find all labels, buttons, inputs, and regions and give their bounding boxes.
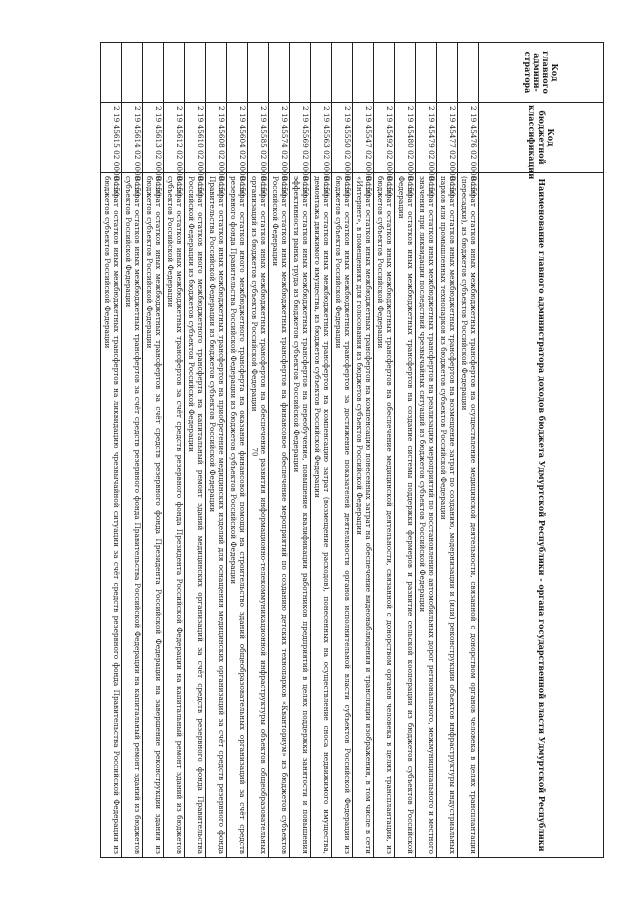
table-row bbox=[143, 43, 164, 858]
header-admin-code: Код главного админи-стратора bbox=[479, 43, 604, 103]
header-budget-code: Код бюджетной классификации bbox=[479, 103, 604, 173]
table-row bbox=[206, 43, 227, 858]
header-administrator-name: Наименование главного администратора доходов бюджета Удмуртской Республики - органа государственной власти Удмуртской Республики bbox=[479, 173, 604, 858]
table-row bbox=[290, 43, 311, 858]
admin-code-cell bbox=[269, 43, 290, 103]
admin-code-cell bbox=[122, 43, 143, 103]
revenue-description-cell: Возврат остатков иных межбюджетных трансфертов за счёт средств резервного фонда Правительства Российской Федерации на капитальный ремонт зданий из бюджетов субъектов Российской Федерации bbox=[122, 173, 143, 858]
budget-code-cell: 2 19 45569 02 0000 150 bbox=[290, 103, 311, 173]
table-row bbox=[227, 43, 248, 858]
revenue-description-cell: Возврат остатков иных межбюджетных трансфертов за счёт средств резервного фонда Президента Российской Федерации на завершение реконструкции здания из бюджетов субъектов Российской Федерации bbox=[143, 173, 164, 858]
budget-code-cell: 2 19 45480 02 0000 150 bbox=[395, 103, 416, 173]
admin-code-cell bbox=[395, 43, 416, 103]
budget-code-cell: 2 19 45610 02 0000 150 bbox=[185, 103, 206, 173]
admin-code-cell bbox=[458, 43, 479, 103]
revenue-description-cell: Возврат остатков иных межбюджетных трансфертов на реализацию мероприятий по восстановлению автомобильных дорог регионального, межмуниципального и местного значения при ликвидации последствий чрезвычайных ситуаций из бюджетов субъектов Российской Федерации bbox=[416, 173, 437, 858]
revenue-description-cell: Возврат остатков иных межбюджетных трансфертов на компенсацию затрат (возмещение расходов), понесенных на осуществление сноса недвижимого имущества, демонтажа движимого имущества, из бюджетов субъектов Российской Федерации bbox=[311, 173, 332, 858]
budget-code-cell: 2 19 45614 02 0000 150 bbox=[122, 103, 143, 173]
budget-code-cell: 2 19 45608 02 0000 150 bbox=[206, 103, 227, 173]
budget-code-cell: 2 19 45613 02 0000 150 bbox=[143, 103, 164, 173]
revenue-description-cell: Возврат остатков иных межбюджетных трансфертов на обеспечение развития информационно-телекоммуникационной инфраструктуры объектов общеобразовательных организаций из бюджетов субъектов Российской Федерации bbox=[248, 173, 269, 858]
admin-code-cell bbox=[374, 43, 395, 103]
table-row bbox=[101, 43, 122, 858]
admin-code-cell bbox=[206, 43, 227, 103]
table-body bbox=[101, 43, 479, 858]
page-number: 70 bbox=[250, 447, 259, 457]
admin-code-cell bbox=[353, 43, 374, 103]
budget-code-cell: 2 19 45563 02 0000 150 bbox=[311, 103, 332, 173]
revenue-codes-table bbox=[100, 42, 604, 858]
admin-code-cell bbox=[416, 43, 437, 103]
budget-code-cell: 2 19 45547 02 0000 150 bbox=[353, 103, 374, 173]
revenue-description-cell: Возврат остатков иных межбюджетных трансфертов на возмещение затрат по созданию, модернизации и (или) реконструкции объектов инфраструктуры индустриальных парков или промышленных технопарков из бюджетов субъектов Российской Федерации bbox=[437, 173, 458, 858]
table-row bbox=[164, 43, 185, 858]
budget-code-cell: 2 19 45604 02 0000 150 bbox=[227, 103, 248, 173]
rotated-page bbox=[72, 42, 604, 857]
admin-code-cell bbox=[185, 43, 206, 103]
revenue-description-cell: Возврат остатков иного межбюджетного трансферта на оказание финансовой помощи на строительство зданий общеобразовательных организаций за счёт средств резервного фонда Правительства Российской Федерации из бюджетов субъектов Российской Федерации bbox=[227, 173, 248, 858]
revenue-description-cell: Возврат остатков иных межбюджетных трансфертов за достижение показателей деятельности органов исполнительной власти субъектов Российской Федерации из бюджетов субъектов Российской Федерации bbox=[332, 173, 353, 858]
admin-code-cell bbox=[164, 43, 185, 103]
admin-code-cell bbox=[248, 43, 269, 103]
table-row bbox=[395, 43, 416, 858]
table-row bbox=[416, 43, 437, 858]
admin-code-cell bbox=[290, 43, 311, 103]
revenue-description-cell: Возврат остатков иных межбюджетных трансфертов на создание системы поддержки фермеров и развитие сельской кооперации из бюджетов субъектов Российской Федерации bbox=[395, 173, 416, 858]
budget-code-cell: 2 19 45574 02 0000 150 bbox=[269, 103, 290, 173]
table-row bbox=[437, 43, 458, 858]
revenue-description-cell: Возврат остатков иных межбюджетных трансфертов на осуществление медицинской деятельности, связанной с донорством органов человека в целях трансплантации (пересадки), из бюджетов субъектов Российской Федерации bbox=[458, 173, 479, 858]
admin-code-cell bbox=[227, 43, 248, 103]
admin-code-cell bbox=[437, 43, 458, 103]
revenue-description-cell: Возврат остатков иных межбюджетных трансфертов за счёт средств резервного фонда Президента Российской Федерации на капитальный ремонт зданий из бюджетов субъектов Российской Федерации bbox=[164, 173, 185, 858]
table-row bbox=[374, 43, 395, 858]
table-row bbox=[458, 43, 479, 858]
admin-code-cell bbox=[311, 43, 332, 103]
revenue-description-cell: Возврат остатков иного межбюджетного трансферта на капитальный ремонт зданий медицинских организаций за счёт средств резервного фонда Правительства Российской Федерации из бюджетов субъектов Российской Федерации bbox=[185, 173, 206, 858]
revenue-description-cell: Возврат остатков иных межбюджетных трансфертов на переобучение, повышение квалификации работников предприятий в целях поддержки занятости и повышения эффективности рынка труда из бюджетов субъектов Российской Федерации bbox=[290, 173, 311, 858]
admin-code-cell bbox=[332, 43, 353, 103]
revenue-description-cell: Возврат остатков иных межбюджетных трансфертов на финансовое обеспечение мероприятий по созданию детских технопарков «Кванториум» из бюджетов субъектов Российской Федерации bbox=[269, 173, 290, 858]
revenue-description-cell: Возврат остатков иных межбюджетных трансфертов на компенсацию понесенных затрат на обеспечение видеонаблюдения и трансляции изображения, в том числе в сети «Интернет», в помещениях для голосования из бюджетов субъектов Российской Федерации bbox=[353, 173, 374, 858]
budget-code-cell: 2 19 45477 02 0000 150 bbox=[437, 103, 458, 173]
table-row bbox=[122, 43, 143, 858]
budget-code-cell: 2 19 45479 02 0000 150 bbox=[416, 103, 437, 173]
table-row bbox=[248, 43, 269, 858]
table-row bbox=[269, 43, 290, 858]
budget-code-cell: 2 19 45612 02 0000 150 bbox=[164, 103, 185, 173]
admin-code-cell bbox=[143, 43, 164, 103]
table-row bbox=[332, 43, 353, 858]
budget-code-cell: 2 19 45550 02 0000 150 bbox=[332, 103, 353, 173]
table-row bbox=[311, 43, 332, 858]
revenue-description-cell: Возврат остатков иных межбюджетных трансфертов на обеспечение медицинской деятельности, связанной с донорством органов человека в целях трансплантации, из бюджетов субъектов Российской Федерации bbox=[374, 173, 395, 858]
revenue-description-cell: Возврат остатков иных межбюджетных трансфертов на приобретение медицинских изделий для оснащения медицинских организаций за счёт средств резервного фонда Правительства Российской Федерации из бюджетов субъектов Российской Федерации bbox=[206, 173, 227, 858]
table-row bbox=[185, 43, 206, 858]
admin-code-cell bbox=[101, 43, 122, 103]
budget-code-cell: 2 19 45476 02 0000 150 bbox=[458, 103, 479, 173]
budget-code-cell: 2 19 45585 02 0000 150 bbox=[248, 103, 269, 173]
table-row bbox=[353, 43, 374, 858]
revenue-description-cell: Возврат остатков иных межбюджетных трансфертов на ликвидацию чрезвычайной ситуации за счёт средств резервного фонда Правительства Российской Федерации из бюджетов субъектов Российской Федерации bbox=[101, 173, 122, 858]
budget-code-cell: 2 19 45492 02 0000 150 bbox=[374, 103, 395, 173]
table-header-row bbox=[479, 43, 604, 858]
budget-code-cell: 2 19 45615 02 0000 150 bbox=[101, 103, 122, 173]
